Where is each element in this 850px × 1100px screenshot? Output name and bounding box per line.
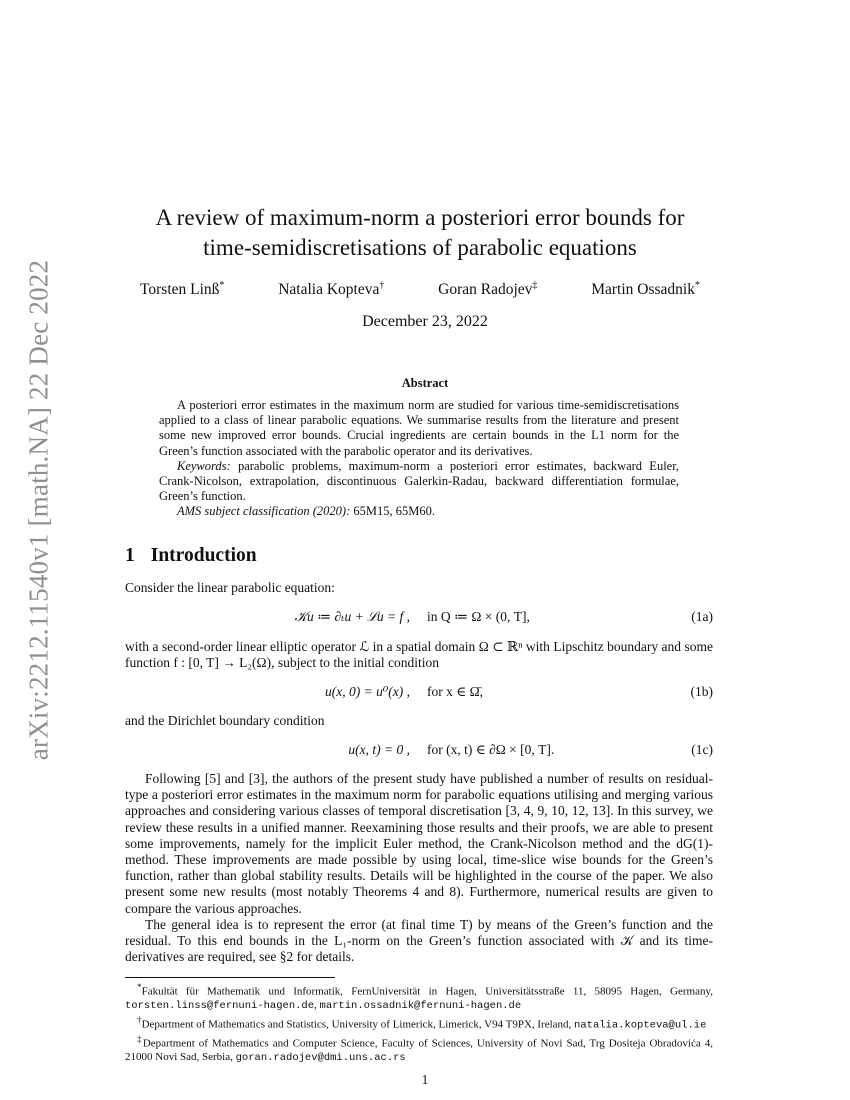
arxiv-id: arXiv:2212.11540v1 [math.NA] 22 Dec 2022 <box>23 259 54 761</box>
body-after-1b: and the Dirichlet boundary condition <box>125 713 325 728</box>
title-line-2: time-semidiscretisations of parabolic equations <box>203 235 637 260</box>
body-after-1a: with a second-order linear elliptic operator ℒ in a spatial domain Ω ⊂ ℝⁿ with Lipschitz boundary and some function f : [0, T] → L₂(Ω), subject to the initial condition <box>125 639 713 671</box>
paper-title <box>110 203 730 263</box>
email-link[interactable]: goran.radojev@dmi.uns.ac.rs <box>235 1052 406 1065</box>
equation-tag: (1b) <box>690 684 713 699</box>
equation-1b <box>125 684 713 702</box>
equation-condition: in Q ≔ Ω × (0, T], <box>427 609 530 624</box>
paper-date: December 23, 2022 <box>362 313 488 330</box>
body-intro-line: Consider the linear parabolic equation: <box>125 580 335 595</box>
equation-lhs: 𝒦u ≔ ∂ₜu + ℒu = f , <box>294 609 410 624</box>
author: Martin Ossadnik* <box>591 280 700 299</box>
paragraph: The general idea is to represent the error (at final time T) by means of the Green’s function and the residual. To this end bounds in the L₁-norm on the Green’s function associated with 𝒦 and its time-derivatives are required, see §2 for details. <box>125 916 713 965</box>
equation-condition: for (x, t) ∈ ∂Ω × [0, T]. <box>427 742 555 757</box>
email-link[interactable]: natalia.kopteva@ul.ie <box>574 1019 707 1032</box>
footnote-rule <box>125 977 335 978</box>
footnotes <box>125 981 713 1066</box>
abstract-body <box>159 398 679 520</box>
email-link[interactable]: torsten.linss@fernuni-hagen.de <box>125 1000 315 1013</box>
abstract-heading: Abstract <box>401 376 449 390</box>
author: Goran Radojev‡ <box>438 280 538 299</box>
equation-1a <box>125 609 713 627</box>
author: Torsten Linß* <box>140 280 225 299</box>
equation-condition: for x ∈ Ω̄, <box>427 684 484 699</box>
section-heading <box>125 545 257 567</box>
paragraph: Following [5] and [3], the authors of the present study have published a number of results on residual-type a posteriori error estimates in the maximum norm for parabolic equations utilising and merging various approaches and considering various classes of temporal discretisation [3, 4, 9, 10, 12, 13]. In this survey, we review these results in a unified manner. Reexamining those results and their proofs, we are able to present some improvements, namely for the implicit Euler method, the Crank-Nicolson method and the dG(1)-method. These improvements are made possible by using local, time-slice wise bounds for the Green’s function, rather than global stability results. Details will be highlighted in the course of the paper. We also present some new results (most notably Theorems 4 and 8). Furthermore, numerical results are given to compare the various approaches. <box>125 771 713 916</box>
footnote: *Fakultät für Mathematik und Informatik, FernUniversität in Hagen, Universitätsstraße 11, 58095 Hagen, Germany, torsten.linss@fernuni-hagen.de, martin.ossadnik@fernuni-hagen.de <box>125 982 713 1013</box>
equation-tag: (1c) <box>691 742 713 757</box>
equation-1c <box>125 742 713 760</box>
section-title: Introduction <box>150 545 257 566</box>
equation-lhs: u(x, 0) = u⁰(x) , <box>325 684 410 699</box>
section-number: 1 <box>125 545 135 566</box>
equation-lhs: u(x, t) = 0 , <box>348 742 410 757</box>
keywords: Keywords: parabolic problems, maximum-norm a posteriori error estimates, backward Euler, Crank-Nicolson, extrapolation, discontinuous Galerkin-Radau, backward differentiation formulae, Green’s function. <box>159 458 679 504</box>
footnote: ‡Department of Mathematics and Computer Science, Faculty of Sciences, University of Novi Sad, Trg Dositeja Obradovića 4, 21000 Novi Sad, Serbia, goran.radojev@dmi.uns.ac.rs <box>125 1034 714 1065</box>
equation-tag: (1a) <box>691 609 713 624</box>
abstract-text: A posteriori error estimates in the maximum norm are studied for various time-semidiscretisations applied to a class of linear parabolic equations. We summarise results from the literature and present some new improved error bounds. Crucial ingredients are certain bounds in the L1 norm for the Green’s function associated with the parabolic operator and its derivatives. <box>159 398 679 458</box>
body-main <box>125 771 713 965</box>
page-number: 1 <box>421 1072 429 1087</box>
email-link[interactable]: martin.ossadnik@fernuni-hagen.de <box>319 1000 522 1013</box>
author-list <box>140 280 700 299</box>
ams-classification: AMS subject classification (2020): 65M15, 65M60. <box>177 504 435 519</box>
footnote: †Department of Mathematics and Statistics, University of Limerick, Limerick, V94 T9PX, Ireland, natalia.kopteva@ul.ie <box>137 1014 707 1032</box>
author: Natalia Kopteva† <box>278 280 385 299</box>
title-line-1: A review of maximum-norm a posteriori error bounds for <box>155 205 685 230</box>
